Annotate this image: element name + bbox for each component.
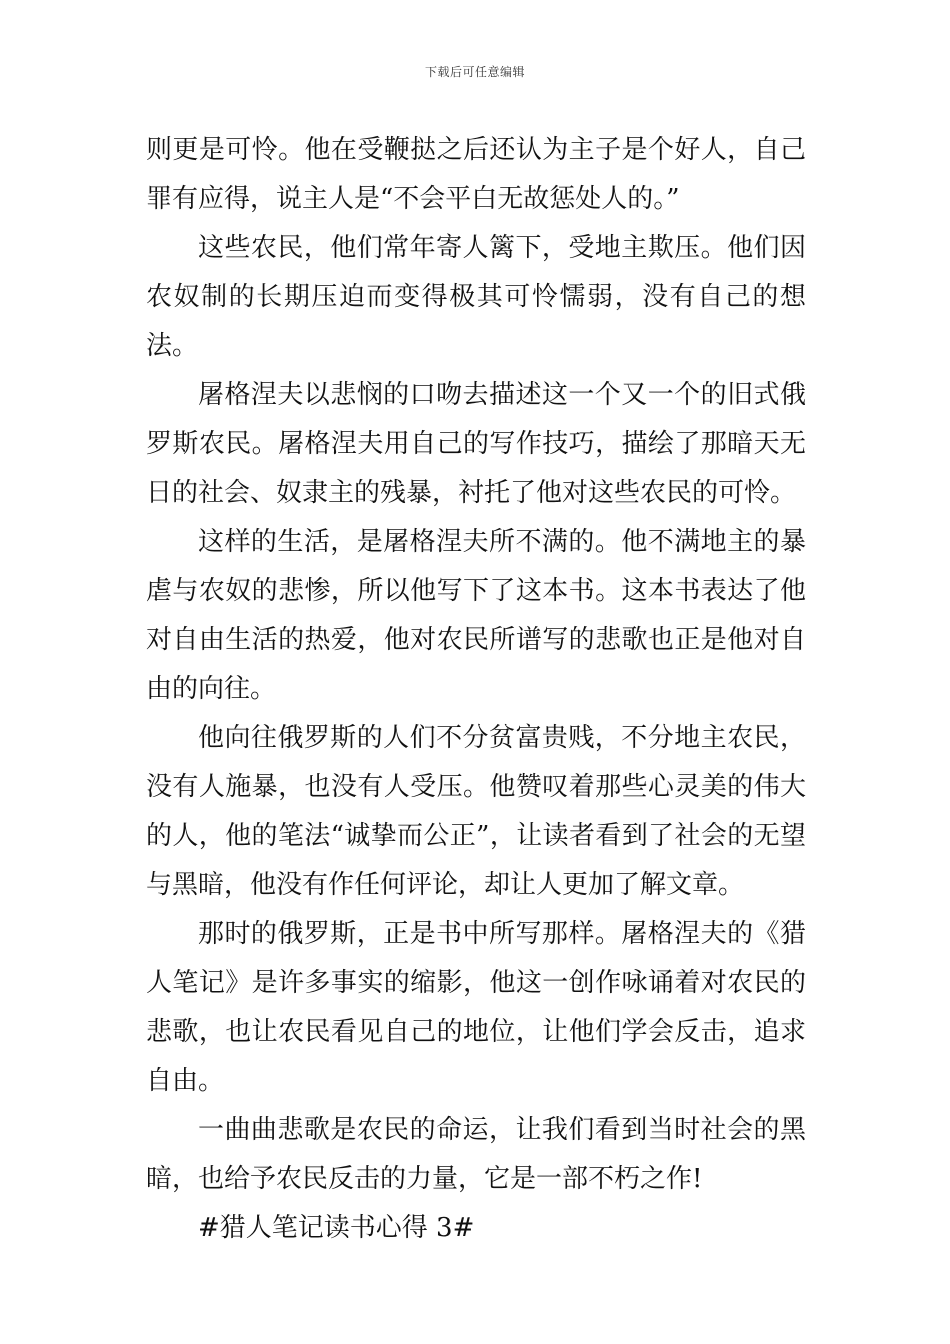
paragraph: 这样的生活，是屠格涅夫所不满的。他不满地主的暴虐与农奴的悲惨，所以他写下了这本书。这本书表达了他对自由生活的热爱，他对农民所谱写的悲歌也正是他对自由的向往。 [146,527,806,704]
document-body [146,126,806,1253]
paragraph: 一曲曲悲歌是农民的命运，让我们看到当时社会的黑暗，也给予农民反击的力量，它是一部不朽之作! [146,1115,806,1194]
paragraph: 那时的俄罗斯，正是书中所写那样。屠格涅夫的《猎人笔记》是许多事实的缩影，他这一创作咏诵着对农民的悲歌，也让农民看见自己的地位，让他们学会反击，追求自由。 [146,919,806,1096]
page-header-note: 下载后可任意编辑 [424,65,525,79]
section-heading: #猎人笔记读书心得 3# [198,1213,475,1243]
paragraph: 他向往俄罗斯的人们不分贫富贵贱，不分地主农民，没有人施暴，也没有人受压。他赞叹着那些心灵美的伟大的人，他的笔法“诚挚而公正”，让读者看到了社会的无望与黑暗，他没有作任何评论，却让人更加了解文章。 [146,723,806,900]
paragraph: 屠格涅夫以悲悯的口吻去描述这一个又一个的旧式俄罗斯农民。屠格涅夫用自己的写作技巧，描绘了那暗天无日的社会、奴隶主的残暴，衬托了他对这些农民的可怜。 [146,380,806,508]
paragraph: 则更是可怜。他在受鞭挞之后还认为主子是个好人，自己罪有应得，说主人是“不会平白无故惩处人的。” [146,135,806,214]
paragraph: 这些农民，他们常年寄人篱下，受地主欺压。他们因农奴制的长期压迫而变得极其可怜懦弱，没有自己的想法。 [146,233,806,361]
